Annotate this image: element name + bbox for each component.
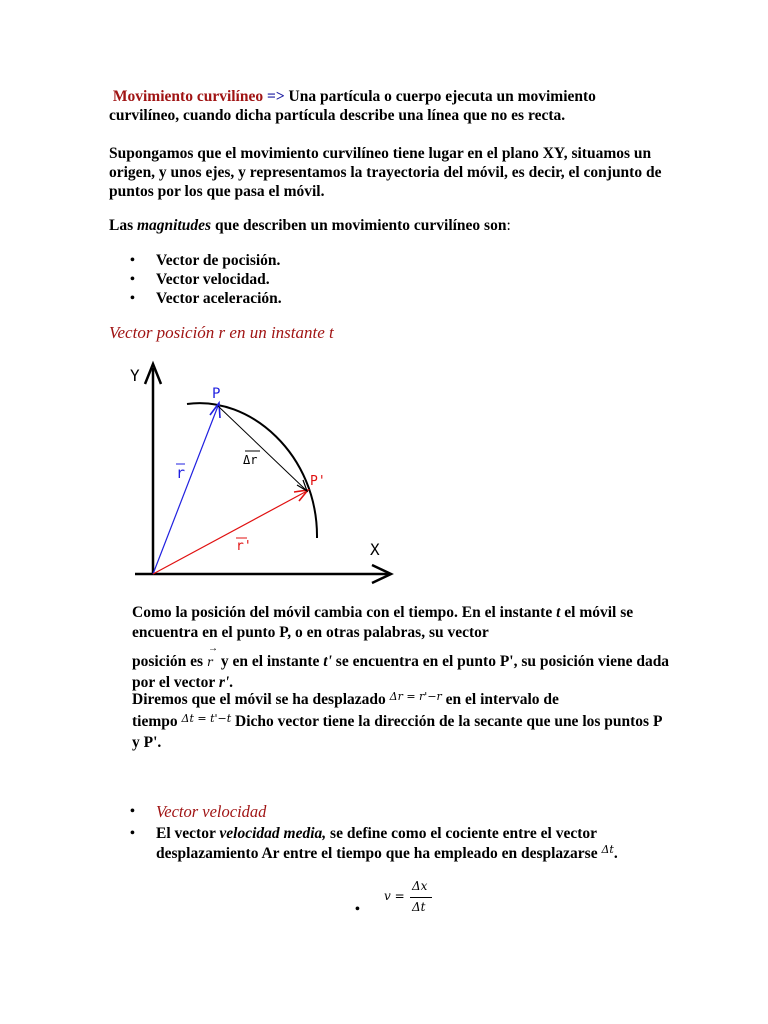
intro-text: Una partícula o cuerpo ejecuta un movimiento curvilíneo, cuando dicha partícula describe una línea que no es recta. [109, 88, 596, 124]
vector-r-prime-label: r' [236, 539, 252, 554]
explanation-text: Como la posición del móvil cambia con el tiempo. En el instante [132, 604, 557, 621]
delta-t-formula: Δt = t'−t [181, 712, 232, 725]
delta-t-symbol: Δt [601, 843, 614, 856]
explanation-text: posición es [132, 653, 207, 670]
vector-arrow-icon: → [207, 643, 218, 654]
position-diagram [110, 360, 400, 592]
r-prime: r' [218, 673, 230, 691]
intro-arrow: => [267, 88, 285, 105]
vector-delta-r [218, 406, 307, 491]
list-item [130, 824, 670, 865]
position-heading: Vector posición r en un instante t [109, 323, 334, 342]
magnitudes-colon: : [506, 217, 511, 234]
explanation-text: Dicho vector tiene la dirección de la secante que une los puntos P y P'. [132, 713, 662, 751]
fraction-bar [410, 897, 432, 898]
magnitudes-italic: magnitudes [137, 217, 212, 234]
explanation-text: tiempo [132, 713, 182, 730]
velocity-formula-bullet: • [355, 902, 360, 917]
velocity-text: El vector [156, 825, 220, 842]
point-p-label: P [212, 386, 221, 402]
vector-r-prime [153, 491, 307, 574]
explanation-line-2 [132, 643, 672, 692]
velocity-list [130, 802, 670, 865]
delta-r-label: Δr [243, 453, 258, 467]
plane-paragraph: Supongamos que el movimiento curvilíneo tiene lugar en el plano XY, situamos un origen, y unos ejes, y representamos la trayectoria del móvil, es decir, el conjunto de puntos por los que pasa el móvil. [109, 145, 662, 200]
explanation-line-4 [132, 712, 672, 752]
vector-r [153, 406, 218, 574]
intro-term: Movimiento curvilíneo [112, 88, 264, 105]
x-axis-label: X [370, 540, 380, 559]
explanation-text: en el intervalo de [441, 691, 559, 708]
formula-lhs: v = [384, 889, 405, 903]
velocity-text: . [613, 845, 618, 862]
velocity-italic: velocidad media, [219, 825, 327, 842]
vector-r-label: r [176, 464, 186, 482]
explanation-text: se encuentra en el punto P', su posición viene dada por el vector [132, 653, 670, 691]
list-item: • Vector velocidad. [130, 270, 282, 289]
list-item: • Vector de pocisión. [130, 251, 282, 270]
explanation-text: . [229, 673, 234, 691]
list-item: • Vector aceleración. [130, 289, 282, 308]
formula-denominator: Δt [412, 900, 426, 914]
velocity-title: Vector velocidad [156, 802, 267, 821]
explanation-text: el móvil se encuentra en el punto P, o en otras palabras, su vector [132, 604, 634, 641]
explanation-line-1 [132, 603, 672, 642]
magnitudes-pre: Las [109, 217, 137, 234]
time-t: t [556, 604, 561, 621]
magnitudes-post: que describen un movimiento curvilíneo son [211, 217, 507, 234]
r-symbol: r [206, 655, 213, 669]
list-item [130, 802, 670, 823]
trajectory-arc [187, 403, 317, 538]
explanation-text: Diremos que el móvil se ha desplazado [132, 691, 390, 708]
formula-numerator: Δx [412, 879, 428, 893]
vector-r-prime-arrowhead [294, 490, 308, 501]
delta-r-formula: Δr = r'−r [389, 690, 442, 703]
point-p-prime-label: P' [310, 474, 326, 489]
explanation-text: y en el instante [216, 653, 324, 670]
intro-paragraph [109, 87, 669, 125]
time-t-prime: t' [323, 653, 332, 670]
magnitudes-intro [109, 216, 669, 235]
r-vector-symbol [206, 643, 218, 673]
velocity-text: se define como el cociente entre el vector desplazamiento Ar entre el tiempo que ha empleado en desplazarse [156, 825, 602, 862]
y-axis-label: Y [130, 366, 140, 385]
magnitudes-list [130, 251, 282, 308]
explanation-line-3 [132, 690, 672, 711]
